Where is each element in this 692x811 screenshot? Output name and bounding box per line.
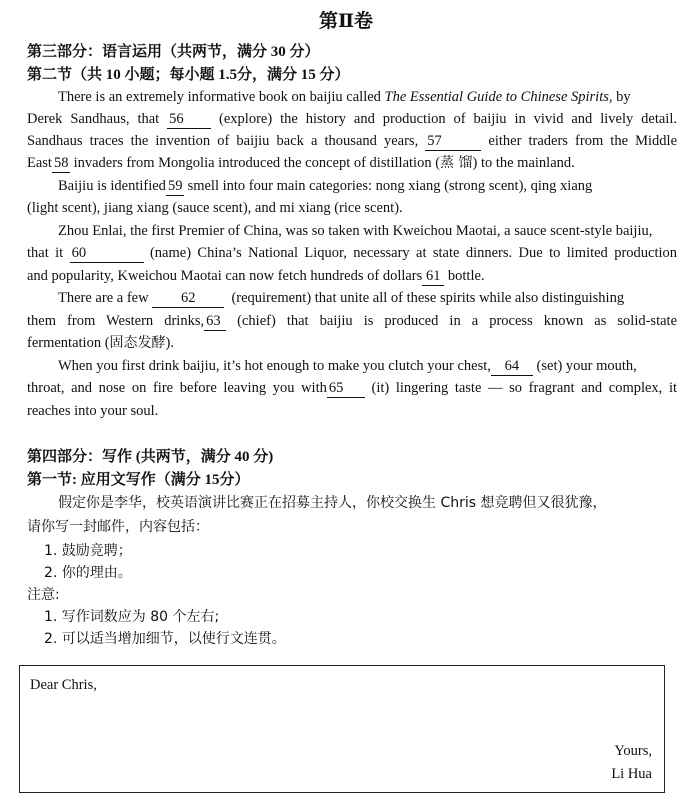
blank-61[interactable]: 61 xyxy=(422,268,444,286)
p4-line3: fermentation (固态发酵). xyxy=(27,335,175,351)
letter-answer-box[interactable] xyxy=(19,665,665,793)
part4-section1-heading: 第一节: 应用文写作（满分 15分） xyxy=(27,472,250,488)
part3-heading: 第三部分：语言运用（共两节，满分 30 分） xyxy=(27,44,320,60)
p2-line1: Baijiu is identified 59 smell into four main categories: nong xiang (strong scent), qing xiang xyxy=(58,178,593,194)
blank-59[interactable]: 59 xyxy=(167,178,183,194)
p1-line4: East 58 invaders from Mongolia introduced the concept of distillation (蒸 馏) to the mainland. xyxy=(27,155,575,171)
book-title: The Essential Guide to Chinese Spirits, xyxy=(384,89,613,105)
blank-58[interactable]: 58 xyxy=(53,155,69,171)
blank-56[interactable]: 56 xyxy=(167,111,211,129)
requirement-item-2: 2. 你的理由。 xyxy=(44,565,132,581)
letter-closing: Yours, xyxy=(614,743,652,759)
note-item-1: 1. 写作词数应为 80 个左右; xyxy=(44,609,220,625)
blank-60[interactable]: 60 xyxy=(70,245,144,263)
page-title: 第Ⅱ卷 xyxy=(318,11,373,32)
letter-greeting: Dear Chris, xyxy=(30,677,97,693)
letter-signature: Li Hua xyxy=(611,766,652,782)
p5-line2: throat, and nose on fire before leaving you with 65 (it) lingering taste — so fragrant and complex, it xyxy=(27,380,677,396)
part3-section2-heading: 第二节（共 10 小题；每小题 1.5分，满分 15 分） xyxy=(27,67,350,83)
p3-line3: and popularity, Kweichou Maotai can now fetch hundreds of dollars 61 bottle. xyxy=(27,268,485,284)
requirement-item-1: 1. 鼓励竞聘； xyxy=(44,543,132,559)
p3-line2: that it 60 (name) China’s National Liquor, necessary at state dinners. Due to limited production xyxy=(27,245,677,261)
writing-prompt-line2: 请你写一封邮件，内容包括： xyxy=(27,519,209,535)
note-item-2: 2. 可以适当增加细节，以使行文连贯。 xyxy=(44,631,286,647)
p5-line3: reaches into your soul. xyxy=(27,403,159,419)
blank-63[interactable]: 63 xyxy=(204,313,226,331)
p3-line1: Zhou Enlai, the first Premier of China, was so taken with Kweichou Maotai, a sauce scent-style baijiu, xyxy=(58,223,653,239)
blank-57[interactable]: 57 xyxy=(425,133,481,151)
p1-line3: Sandhaus traces the invention of baijiu back a thousand years, 57 either traders from the Middle xyxy=(27,133,677,149)
part4-heading: 第四部分：写作 (共两节，满分 40 分) xyxy=(27,449,274,465)
p1-line2: Derek Sandhaus, that 56 (explore) the history and production of baijiu in vivid and lively detail. xyxy=(27,111,677,127)
notes-label: 注意: xyxy=(27,587,60,603)
blank-62[interactable]: 62 xyxy=(152,290,224,308)
blank-65[interactable]: 65 xyxy=(327,380,365,398)
p4-line2: them from Western drinks, 63 (chief) that baijiu is produced in a process known as solid-state xyxy=(27,313,677,329)
blank-64[interactable]: 64 xyxy=(491,358,533,376)
writing-prompt-line1: 假定你是李华，校英语演讲比赛正在招募主持人，你校交换生 Chris 想竞聘但又很犹豫， xyxy=(58,495,607,511)
p2-line2: (light scent), jiang xiang (sauce scent), and mi xiang (rice scent). xyxy=(27,200,403,216)
p1-line1: There is an extremely informative book on baijiu called The Essential Guide to Chinese Spirits, by xyxy=(58,89,631,105)
p4-line1: There are a few 62 (requirement) that unite all of these spirits while also distinguishing xyxy=(58,290,625,306)
p5-line1: When you first drink baijiu, it’s hot enough to make you clutch your chest, 64 (set) your mouth, xyxy=(58,358,637,374)
